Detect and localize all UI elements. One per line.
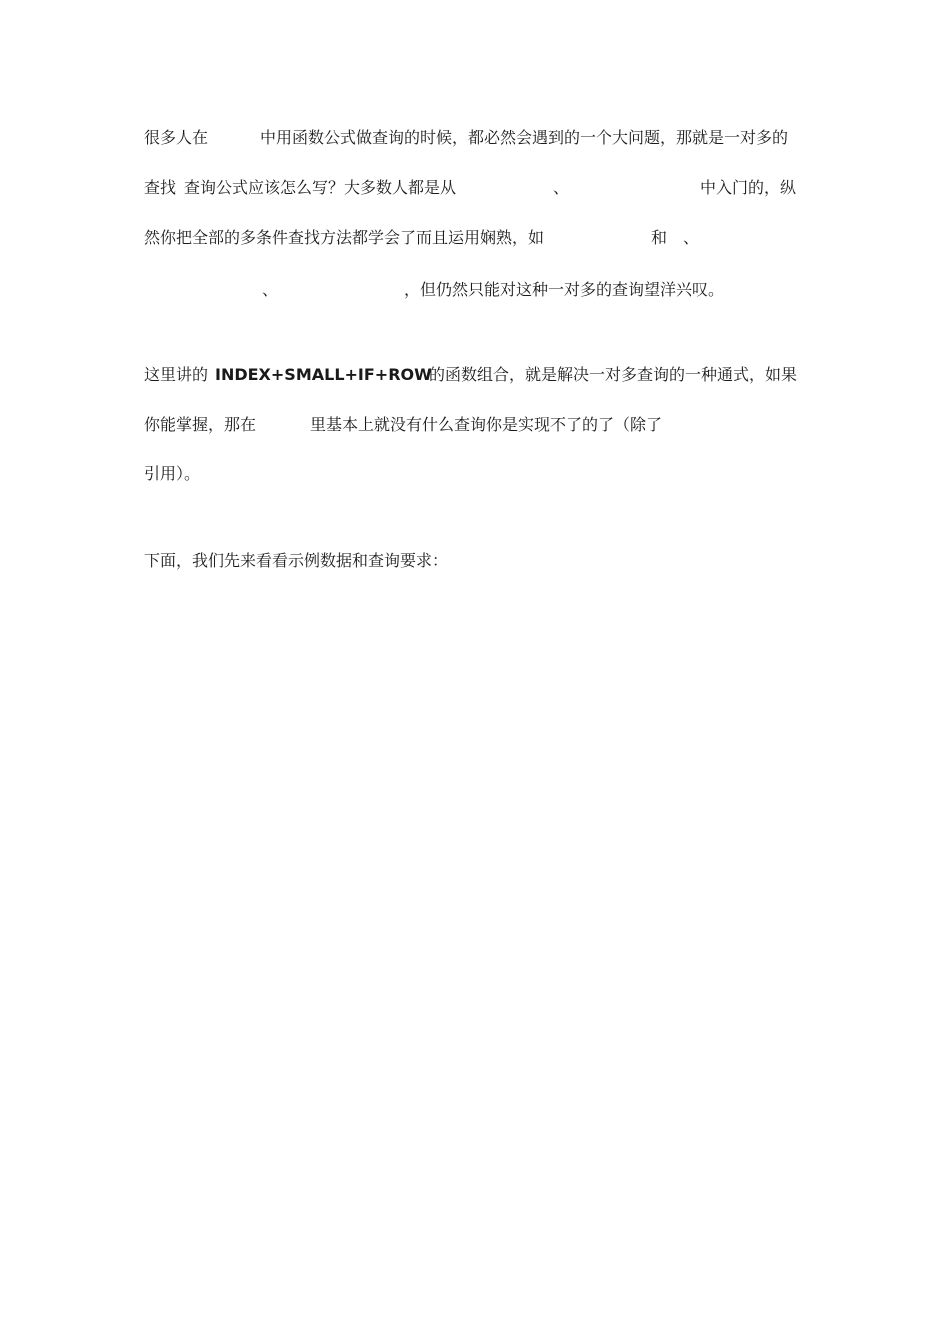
text-segment: 查找 (144, 178, 177, 197)
text-segment: 中用函数公式做查询的时候，都必然会遇到的一个大问题，那就是一对多的 (260, 128, 789, 147)
text-segment: 、 (553, 178, 570, 197)
text-segment: 和 (651, 228, 668, 247)
text-segment: 你能掌握，那在 (144, 415, 257, 434)
text-segment: 下面，我们先来看看示例数据和查询要求： (144, 551, 449, 570)
text-segment: 、 (262, 280, 279, 299)
text-segment: ，但仍然只能对这种一对多的查询望洋兴叹。 (404, 280, 725, 299)
text-segment: 的函数组合，就是解决一对多查询的一种通式，如果 (429, 365, 798, 384)
text-segment: 里基本上就没有什么查询你是实现不了的了（除了 (310, 415, 663, 434)
function-combo-text: INDEX+SMALL+IF+ROW (215, 365, 432, 384)
text-segment: 然你把全部的多条件查找方法都学会了而且运用娴熟，如 (144, 228, 545, 247)
text-segment: 、 (683, 228, 700, 247)
text-segment: 这里讲的 (144, 365, 209, 384)
text-segment: 引用）。 (144, 464, 201, 483)
text-segment: 查询公式应该怎么写？大多数人都是从 (184, 178, 457, 197)
text-segment: 中入门的，纵 (700, 178, 797, 197)
text-segment: 很多人在 (144, 128, 209, 147)
